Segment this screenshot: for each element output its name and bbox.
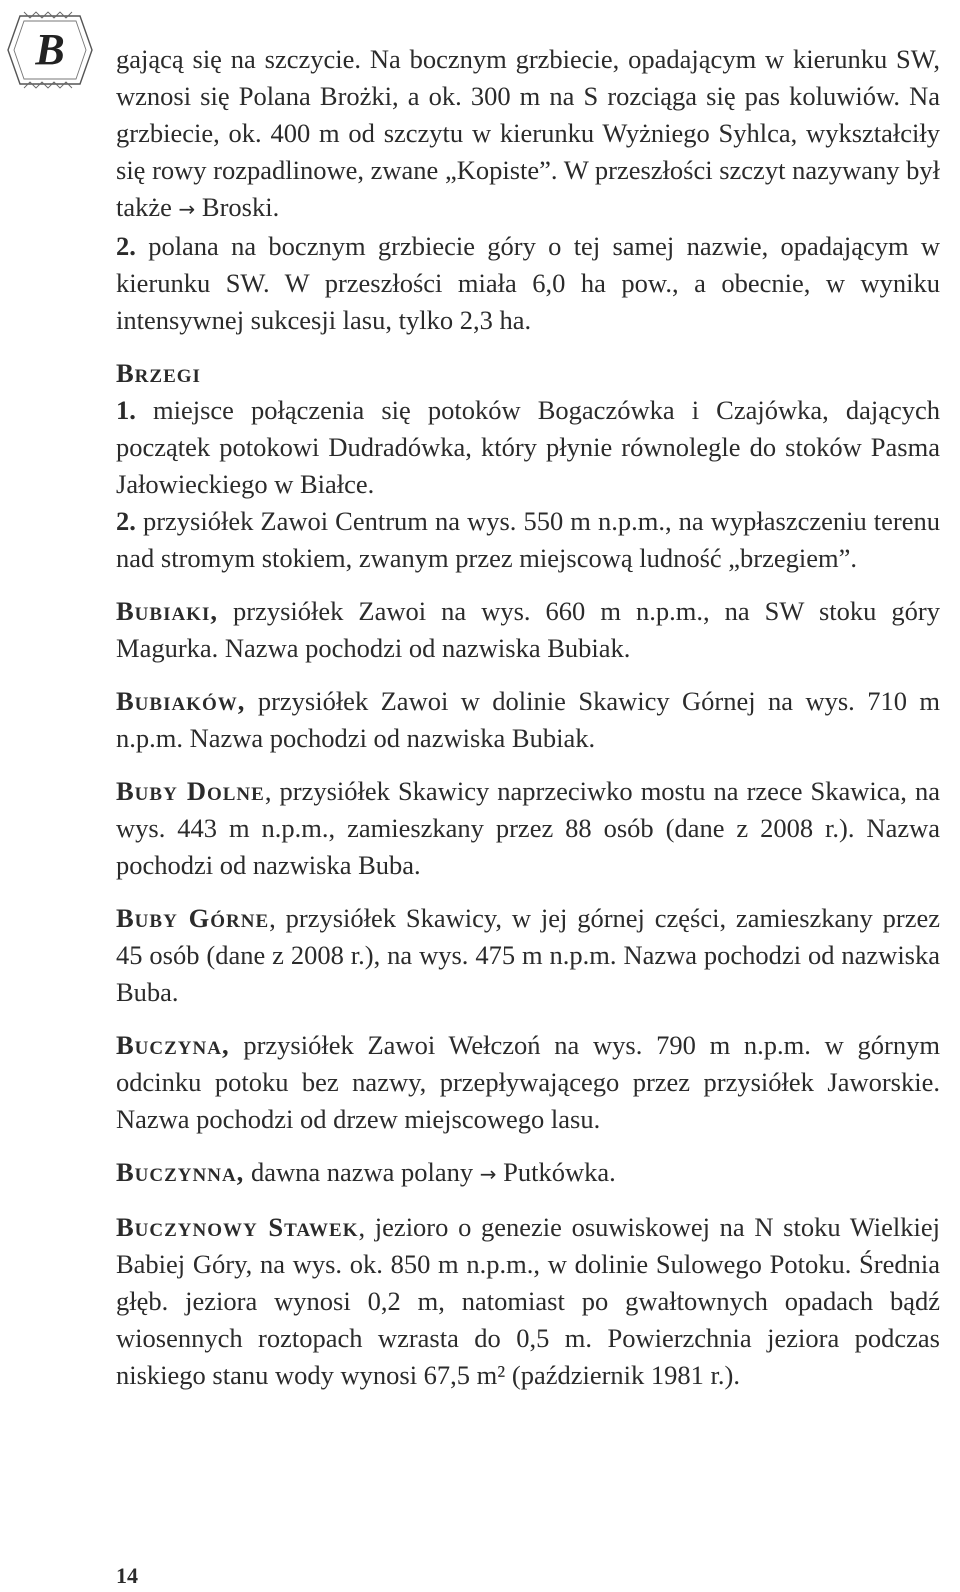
entry-sense — [116, 228, 940, 339]
entry-sense — [116, 392, 940, 503]
sense-number: 2. — [116, 506, 136, 536]
headword: Buby Dolne — [116, 776, 265, 806]
entry-buczynowy-stawek — [116, 1209, 940, 1394]
entry-buby-dolne — [116, 773, 940, 884]
headword: Buby Górne — [116, 903, 270, 933]
entry-text: dawna nazwa polany — [250, 1157, 474, 1187]
sense-text: miejsce połączenia się potoków Bogaczówka i Czajówka, dających początek potokowi Dudradówka, który płynie równolegle do stoków Pasma Jałowieckiego w Białce. — [116, 395, 940, 499]
sense-number: 2. — [116, 231, 136, 261]
headword: Bubiaków, — [116, 686, 246, 716]
section-letter: B — [35, 25, 65, 74]
continuation-text: gającą się na szczycie. Na bocznym grzbiecie, opadającym w kierunku SW, wznosi się Polana Brożki, a ok. 300 m na S rozciąga się pas koluwiów. Na grzbiecie, ok. 400 m od szczytu w kierunku Wyżniego Syhlca, wykształciły się rowy rozpadlinowe, zwane „Kopiste”. W przeszłości szczyt nazywany był także — [116, 44, 940, 222]
cross-reference-arrow-icon: → — [479, 1162, 497, 1186]
entry-text-end: (październik 1981 r.). — [511, 1360, 740, 1390]
entry-buczyna — [116, 1027, 940, 1138]
sense-number: 1. — [116, 395, 136, 425]
sense-text: przysiółek Zawoi Centrum na wys. 550 m n.p.m., na wypłaszczeniu terenu nad stromym stokiem, zwanym przez miejscową ludność „brzegiem”. — [116, 506, 941, 573]
entry-text: , przysiółek Skawicy naprzeciwko mostu na rzece Skawica, na wys. 443 m n.p.m., zamieszkany przez 88 osób (dane z 2008 r.). Nazwa pochodzi od nazwiska Buba. — [116, 776, 940, 880]
cross-reference: Broski. — [201, 192, 280, 222]
page-number: 14 — [116, 1563, 138, 1588]
entry-text: , przysiółek Skawicy, w jej górnej części, zamieszkany przez 45 osób (dane z 2008 r.), na wys. 475 m n.p.m. Nazwa pochodzi od nazwiska Buba. — [116, 903, 940, 1007]
dictionary-text — [116, 41, 940, 1394]
section-letter-badge — [2, 6, 98, 94]
headword: Brzegi — [116, 358, 201, 388]
entry-sense — [116, 503, 940, 577]
entry-bubiakow — [116, 683, 940, 757]
cross-reference-arrow-icon: → — [178, 197, 196, 221]
entry-headword-brzegi — [116, 355, 940, 392]
entry-buby-gorne — [116, 900, 940, 1011]
headword: Bubiaki, — [116, 596, 218, 626]
ornament-zigzag-top — [24, 12, 72, 18]
entry-buczynna — [116, 1154, 940, 1193]
entry-text: , jezioro o genezie osuwiskowej na N stoku Wielkiej Babiej Góry, na wys. ok. 850 m n.p.m., w dolinie Sulowego Potoku. Średnia głęb. jeziora wynosi 0,2 m, natomiast po gwałtownych opadach bądź wiosennych roztopach wzrasta do 0,5 m. Powierzchnia jeziora podczas niskiego stanu wody wynosi 67,5 m² — [116, 1212, 940, 1390]
headword: Buczynna, — [116, 1157, 245, 1187]
entry-text: przysiółek Zawoi w dolinie Skawicy Górnej na wys. 710 m n.p.m. Nazwa pochodzi od nazwiska Bubiak. — [116, 686, 941, 753]
entry-bubiaki — [116, 593, 940, 667]
headword: Buczynowy Stawek — [116, 1212, 359, 1242]
cross-reference: Putkówka. — [503, 1157, 616, 1187]
entry-text: przysiółek Zawoi Wełczoń na wys. 790 m n.p.m. w górnym odcinku potoku bez nazwy, przepływającego przez przysiółek Jaworskie. Nazwa pochodzi od drzew miejscowego lasu. — [116, 1030, 940, 1134]
sense-text: polana na bocznym grzbiecie góry o tej samej nazwie, opadającym w kierunku SW. W przeszłości miała 6,0 ha pow., a obecnie, w wyniku intensywnej sukcesji lasu, tylko 2,3 ha. — [116, 231, 941, 335]
ornament-zigzag-bottom — [24, 82, 72, 88]
entry-continuation — [116, 41, 940, 228]
entry-text: przysiółek Zawoi na wys. 660 m n.p.m., na SW stoku góry Magurka. Nazwa pochodzi od nazwiska Bubiak. — [116, 596, 940, 663]
headword: Buczyna, — [116, 1030, 230, 1060]
